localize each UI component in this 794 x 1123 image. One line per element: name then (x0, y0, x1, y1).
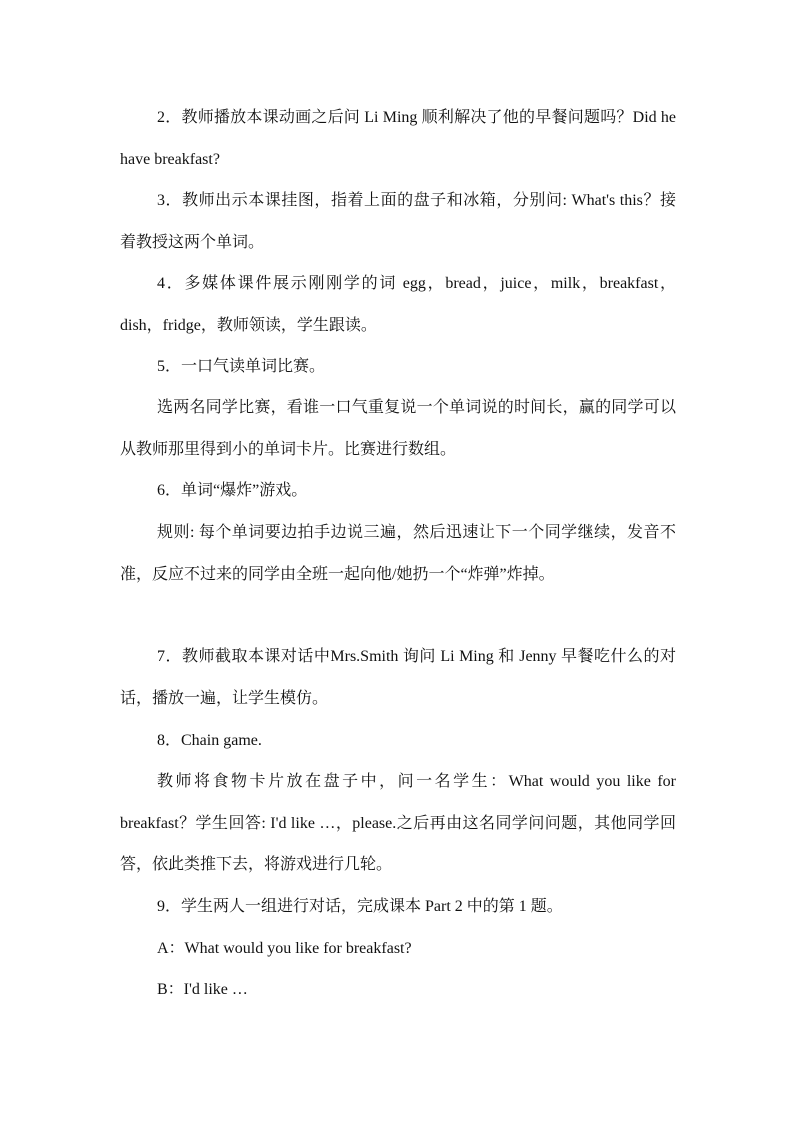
dialogue-line-a: A：What would you like for breakfast? (157, 940, 412, 957)
paragraph-step-5: 5．一口气读单词比赛。 (157, 358, 326, 375)
paragraph-step-9: 9．学生两人一组进行对话，完成课本 Part 2 中的第 1 题。 (157, 898, 563, 915)
paragraph-step-4: 4．多媒体课件展示刚刚学的词 egg，bread，juice，milk，breakfast，dish，fridge，教师领读，学生跟读。 (120, 275, 676, 334)
paragraph-step-5-detail: 选两名同学比赛，看谁一口气重复说一个单词说的时间长，赢的同学可以从教师那里得到小的单词卡片。比赛进行数组。 (120, 399, 676, 458)
paragraph-step-6-rules: 规则: 每个单词要边拍手边说三遍，然后迅速让下一个同学继续，发音不准，反应不过来的同学由全班一起向他/她扔一个“炸弹”炸掉。 (120, 524, 676, 583)
dialogue-line-b: B：I'd like … (157, 981, 248, 998)
paragraph-step-3: 3．教师出示本课挂图，指着上面的盘子和冰箱，分别问: What's this？接着教授这两个单词。 (120, 192, 676, 251)
paragraph-step-2: 2．教师播放本课动画之后问 Li Ming 顺利解决了他的早餐问题吗？Did he have breakfast? (120, 109, 676, 168)
paragraph-step-8: 8．Chain game. (157, 732, 262, 749)
paragraph-step-8-detail: 教师将食物卡片放在盘子中，问一名学生：What would you like for breakfast？学生回答: I'd like …，please.之后再由这名同学问问题，其他同学回答，依此类推下去，将游戏进行几轮。 (120, 773, 676, 873)
paragraph-step-7: 7．教师截取本课对话中Mrs.Smith 询问 Li Ming 和 Jenny 早餐吃什么的对话，播放一遍，让学生模仿。 (120, 648, 676, 707)
paragraph-step-6: 6．单词“爆炸”游戏。 (157, 482, 308, 499)
